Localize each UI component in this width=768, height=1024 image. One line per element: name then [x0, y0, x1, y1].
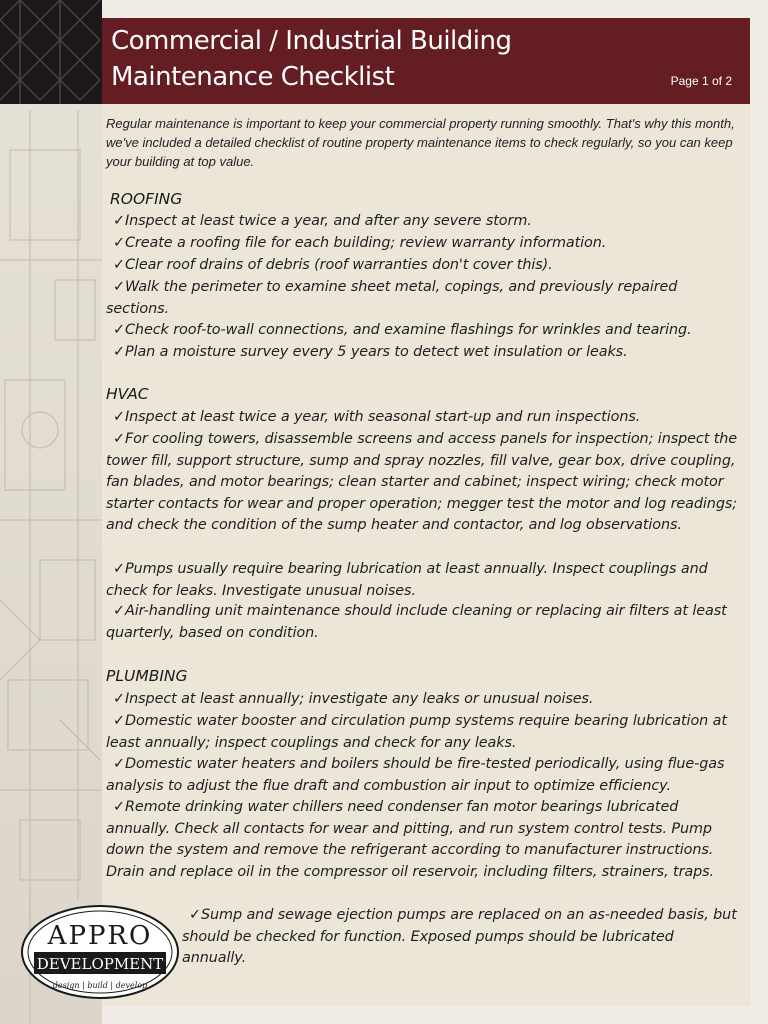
check-mark-icon: ✓ — [113, 691, 125, 707]
checklist-item: ✓Remote drinking water chillers need condenser fan motor bearings lubricated annually. Check all contacts for wear and pitting, and run system control tests. Pump down the system and remove the refrigerant according to manufacturer instructions. Drain and replace oil in the compressor oil reservoir, including filters, strainers, traps. — [106, 799, 715, 880]
checklist-item: ✓Plan a moisture survey every 5 years to detect wet insulation or leaks. — [113, 344, 628, 360]
check-mark-icon: ✓ — [113, 409, 125, 425]
check-mark-icon: ✓ — [113, 561, 125, 577]
section-heading-hvac: HVAC — [106, 385, 149, 403]
section-heading-plumbing: PLUMBING — [106, 667, 188, 685]
checklist-item: ✓Domestic water heaters and boilers should be fire-tested periodically, using flue-gas analysis to adjust the flue draft and combustion air input to optimize efficiency. — [106, 756, 725, 794]
page-indicator: Page 1 of 2 — [670, 74, 732, 88]
check-mark-icon: ✓ — [113, 344, 125, 360]
check-mark-icon: ✓ — [113, 431, 125, 447]
intro-paragraph: Regular maintenance is important to keep your commercial property running smoothly. That's why this month, we've included a detailed checklist of routine property maintenance items to check regularly, so you can keep your building at top value. — [106, 116, 735, 169]
logo-name: APPRO — [47, 921, 153, 951]
checklist-item: ✓Create a roofing file for each building; review warranty information. — [113, 235, 607, 251]
hexagon-pattern-icon — [0, 0, 102, 104]
checklist-item: ✓For cooling towers, disassemble screens and access panels for inspection; inspect the tower fill, support structure, sump and spray nozzles, fill valve, gear box, drive coupling, fan blades, and motor bearings; clean starter and cabinet; inspect wiring; check motor starter contacts for wear and proper operation; megger test the motor and log readings; and check the condition of the sump heater and contactor, and log observations. — [106, 431, 738, 534]
check-mark-icon: ✓ — [113, 322, 125, 338]
check-mark-icon: ✓ — [113, 213, 125, 229]
checklist-item: ✓Sump and sewage ejection pumps are replaced on an as-needed basis, but should be checked for function. Exposed pumps should be lubricated annually. — [182, 907, 737, 967]
checklist-item: ✓Pumps usually require bearing lubrication at least annually. Inspect couplings and check for leaks. Investigate unusual noises. — [106, 561, 708, 599]
checklist-item: ✓Domestic water booster and circulation pump systems require bearing lubrication at least annually; inspect couplings and check for any leaks. — [106, 713, 727, 751]
checklist-item: ✓Inspect at least twice a year, with seasonal start-up and run inspections. — [113, 409, 641, 425]
check-mark-icon: ✓ — [113, 799, 125, 815]
check-mark-icon: ✓ — [113, 756, 125, 772]
company-logo — [20, 902, 180, 1002]
page-title-line-1: Commercial / Industrial Building — [111, 26, 512, 56]
check-mark-icon: ✓ — [189, 907, 201, 923]
logo-tagline: design | build | develop — [52, 981, 148, 990]
geometric-corner-pattern — [0, 0, 102, 104]
check-mark-icon: ✓ — [113, 603, 125, 619]
section-heading-roofing: ROOFING — [110, 190, 183, 208]
appro-logo-icon — [20, 902, 180, 1002]
blueprint-pattern-icon — [0, 0, 102, 1024]
checklist-item: ✓Inspect at least twice a year, and after any severe storm. — [113, 213, 532, 229]
check-mark-icon: ✓ — [113, 279, 125, 295]
checklist-item: ✓Clear roof drains of debris (roof warranties don't cover this). — [113, 257, 553, 273]
blueprint-side-strip — [0, 0, 102, 1024]
checklist-item: ✓Inspect at least annually; investigate any leaks or unusual noises. — [113, 691, 594, 707]
logo-subtitle: DEVELOPMENT — [36, 955, 164, 973]
check-mark-icon: ✓ — [113, 257, 125, 273]
checklist-item: ✓Air-handling unit maintenance should include cleaning or replacing air filters at least quarterly, based on condition. — [106, 603, 727, 641]
checklist-item: ✓Walk the perimeter to examine sheet metal, copings, and previously repaired sections. — [106, 279, 678, 317]
checklist-item: ✓Check roof-to-wall connections, and examine flashings for wrinkles and tearing. — [113, 322, 692, 338]
checklist-content — [102, 104, 750, 1006]
page-header — [102, 18, 750, 104]
check-mark-icon: ✓ — [113, 235, 125, 251]
check-mark-icon: ✓ — [113, 713, 125, 729]
page-title-line-2: Maintenance Checklist — [111, 62, 395, 92]
